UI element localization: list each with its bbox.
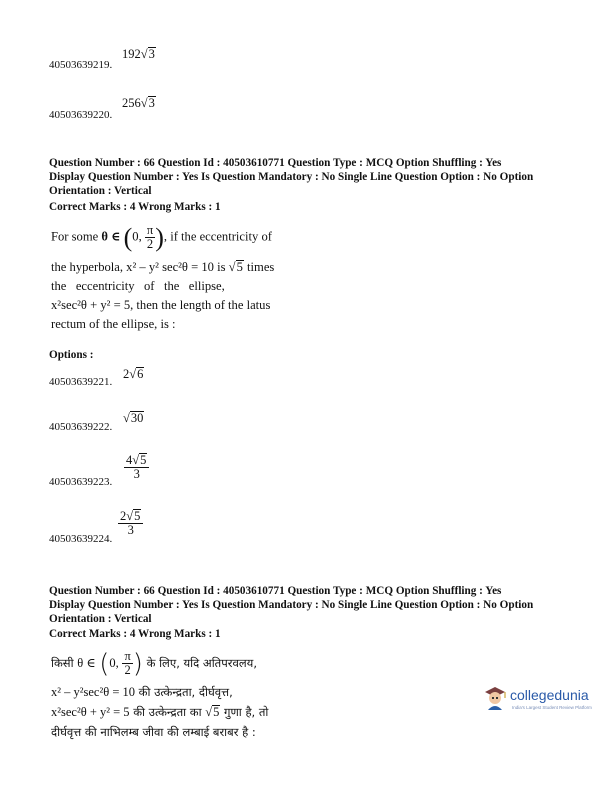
meta-line: Display Question Number : Yes Is Question Mandatory : No Single Line Question Option : No Option: [49, 171, 534, 183]
logo-tagline: India's Largest Student Review Platform: [512, 705, 592, 710]
meta-line: Orientation : Vertical: [49, 185, 152, 197]
graduate-mascot-icon: [482, 683, 508, 711]
question-text-hindi: [51, 650, 351, 742]
option-radicand: 3: [148, 96, 155, 110]
fraction: $\frac{4√5}{3}$: [124, 453, 149, 481]
sqrt-symbol: √3: [140, 47, 155, 61]
option-coefficient: 192: [122, 47, 141, 61]
sqrt-symbol: √5: [228, 260, 243, 274]
question-line: x²sec²θ + y² = 5, then the length of the latus: [51, 298, 271, 312]
option-value: [122, 96, 156, 111]
option-value: 2√6: [123, 367, 144, 381]
fraction-pi-over-2: $\frac{\pi}{2}$: [124, 649, 131, 677]
sqrt-symbol: √30: [123, 411, 144, 425]
option-value: [123, 411, 144, 426]
question-meta: [49, 584, 579, 626]
meta-line: Orientation : Vertical: [49, 613, 152, 625]
option-id: 40503639224.: [49, 533, 113, 545]
option-id: 40503639219.: [49, 59, 113, 71]
question-line: the hyperbola, x² – y² sec²θ = 10 is √5 times: [51, 258, 301, 277]
question-line: rectum of the ellipse, is :: [51, 317, 176, 331]
option-value: [124, 453, 149, 481]
question-text: [51, 224, 301, 334]
question-line: x²sec²θ + y² = 5 की उत्केन्द्रता का √5 गुणा है, तो: [51, 702, 351, 722]
sqrt-symbol: √5: [205, 705, 220, 719]
sqrt-symbol: √6: [129, 367, 144, 381]
question-line: किसी θ ∈ (0, $\frac{\pi}{2}$ ) के लिए, यदि अतिपरवलय,: [51, 648, 257, 679]
meta-line: Display Question Number : Yes Is Question Mandatory : No Single Line Question Option : No Option: [49, 599, 534, 611]
option-radicand: 3: [148, 47, 155, 61]
question-line: दीर्घवृत्त की नाभिलम्ब जीवा की लम्बाई बराबर है :: [51, 725, 256, 739]
meta-line: Question Number : 66 Question Id : 40503610771 Question Type : MCQ Option Shuffling : Yes: [49, 585, 502, 597]
question-line: the eccentricity of the ellipse,: [51, 279, 225, 293]
question-meta: [49, 156, 579, 198]
collegedunia-logo: [482, 683, 602, 715]
fraction: $\frac{2√5}{3}$: [118, 509, 143, 537]
fraction-pi-over-2: $\frac{\pi}{2}$: [146, 223, 154, 251]
sqrt-symbol: √5: [132, 453, 147, 467]
option-value: [122, 47, 156, 62]
option-value: [118, 509, 143, 537]
theta-symbol: θ ∈: [101, 229, 121, 244]
marks-info: Correct Marks : 4 Wrong Marks : 1: [49, 201, 221, 213]
logo-name: collegedunia: [510, 687, 589, 703]
option-id: 40503639220.: [49, 109, 113, 121]
sqrt-symbol: √3: [140, 96, 155, 110]
option-coefficient: 256: [122, 96, 141, 110]
marks-info: Correct Marks : 4 Wrong Marks : 1: [49, 628, 221, 640]
sqrt-symbol: √5: [126, 509, 141, 523]
question-line: For some θ ∈ (0, $\frac{\pi}{2}$ ), if the eccentricity of: [51, 222, 272, 252]
option-id: 40503639222.: [49, 421, 113, 433]
meta-line: Question Number : 66 Question Id : 40503610771 Question Type : MCQ Option Shuffling : Yes: [49, 157, 502, 169]
options-label: Options :: [49, 349, 94, 361]
question-line: x² – y²sec²θ = 10 की उत्केन्द्रता, दीर्घवृत्त,: [51, 685, 233, 699]
theta-symbol: θ ∈: [77, 656, 96, 670]
option-id: 40503639223.: [49, 476, 113, 488]
option-id: 40503639221.: [49, 376, 113, 388]
